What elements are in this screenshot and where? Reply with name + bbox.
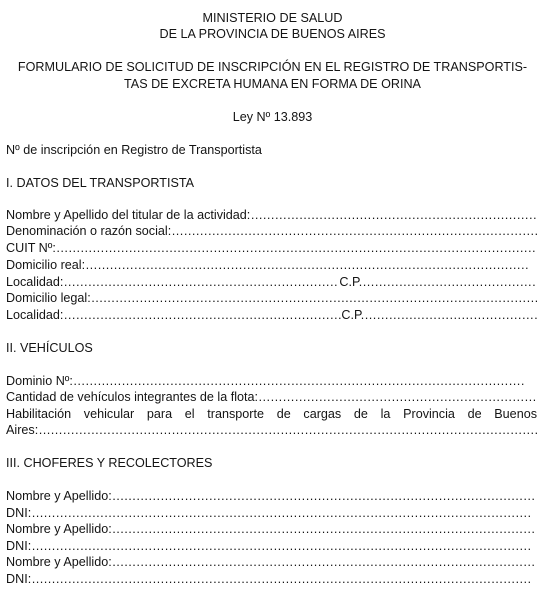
cp-1-label: C.P. <box>339 275 363 289</box>
driver-1-name-field[interactable] <box>6 489 534 503</box>
driver-1-dni-label: DNI: <box>6 506 32 520</box>
driver-1-name-label: Nombre y Apellido: <box>6 489 112 503</box>
legal-address-label: Domicilio legal: <box>6 291 91 305</box>
section-2-title: II. VEHÍCULOS <box>6 341 93 355</box>
habilitation-line-1: Habilitación vehicular para el transporte de cargas de la Provincia de Buenos <box>6 407 537 421</box>
real-address-label: Domicilio real: <box>6 258 86 272</box>
law-number: Ley Nº 13.893 <box>232 110 313 124</box>
form-title-line-1: FORMULARIO DE SOLICITUD DE INSCRIPCIÓN EN EL REGISTRO DE TRANSPORTIS- <box>17 60 528 74</box>
driver-1-dni-field[interactable] <box>6 506 532 520</box>
form-title-line-2: TAS DE EXCRETA HUMANA EN FORMA DE ORINA <box>124 77 421 91</box>
cp-2-label: C.P. <box>341 308 365 322</box>
locality-2-field[interactable] <box>6 308 537 322</box>
ministry-line-1: MINISTERIO DE SALUD <box>202 11 343 25</box>
driver-3-name-label: Nombre y Apellido: <box>6 555 112 569</box>
company-name-label: Denominación o razón social: <box>6 224 172 238</box>
locality-1-field[interactable] <box>6 275 537 289</box>
company-name-field[interactable] <box>6 224 537 238</box>
locality-2-label: Localidad: <box>6 308 64 322</box>
habilitation-line-2: Aires: <box>6 423 39 437</box>
driver-2-name-label: Nombre y Apellido: <box>6 522 112 536</box>
locality-1-label: Localidad: <box>6 275 64 289</box>
driver-2-dni-label: DNI: <box>6 539 32 553</box>
cuit-label: CUIT Nº: <box>6 241 56 255</box>
registration-number-label: Nº de inscripción en Registro de Transportista <box>6 143 262 157</box>
ministry-line-2: DE LA PROVINCIA DE BUENOS AIRES <box>159 27 386 41</box>
real-address-field[interactable] <box>6 258 528 272</box>
habilitation-field[interactable] <box>6 423 537 437</box>
domain-field[interactable] <box>6 374 524 388</box>
fleet-count-label: Cantidad de vehículos integrantes de la flota: <box>6 390 259 404</box>
domain-label: Dominio Nº: <box>6 374 73 388</box>
cuit-field[interactable] <box>6 241 537 255</box>
fleet-count-field[interactable] <box>6 390 537 404</box>
driver-3-name-field[interactable] <box>6 555 534 569</box>
driver-3-dni-field[interactable] <box>6 572 532 586</box>
holder-name-label: Nombre y Apellido del titular de la actividad: <box>6 208 251 222</box>
driver-3-dni-label: DNI: <box>6 572 32 586</box>
driver-2-dni-field[interactable] <box>6 539 532 553</box>
driver-2-name-field[interactable] <box>6 522 534 536</box>
holder-name-field[interactable] <box>6 208 537 222</box>
legal-address-field[interactable] <box>6 291 537 305</box>
section-1-title: I. DATOS DEL TRANSPORTISTA <box>6 176 195 190</box>
section-3-title: III. CHOFERES Y RECOLECTORES <box>6 456 213 470</box>
